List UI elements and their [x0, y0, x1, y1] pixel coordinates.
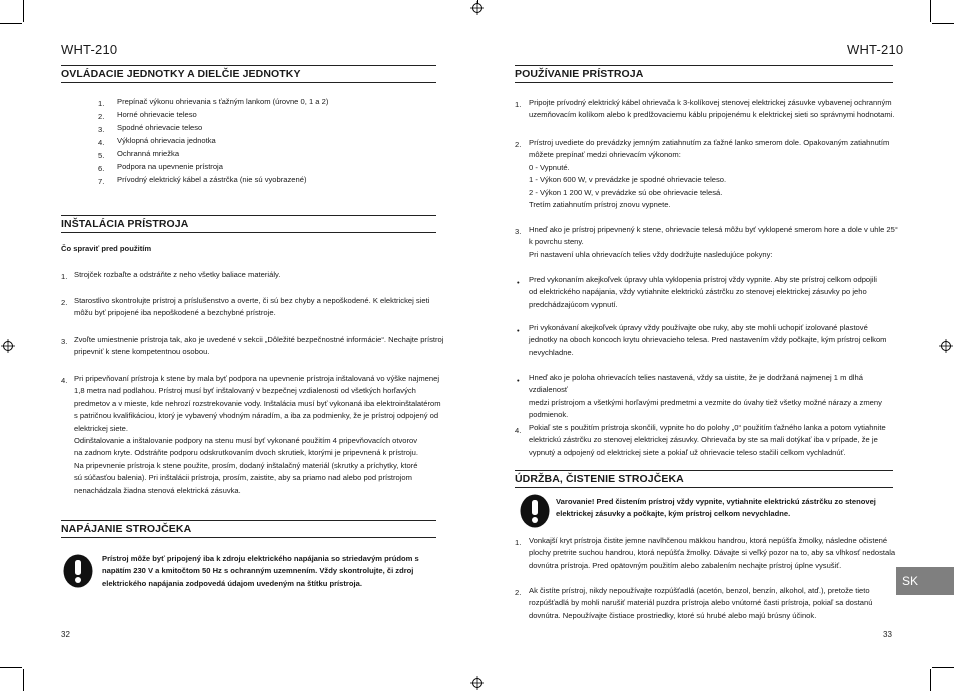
text-line: Pri nastavení uhla ohrievacích telies vždy dodržujte nasledujúce pokyny:	[529, 249, 773, 259]
text-line: Varovanie! Pred čistením prístroj vždy vypnite, vytiahnite elektrickú zástrčku zo stenovej	[556, 497, 876, 506]
section-title-controls: OVLÁDACIE JEDNOTKY A DIELČIE JEDNOTKY	[61, 65, 436, 83]
list-item	[74, 269, 444, 281]
list-item	[529, 535, 903, 572]
section-title-maintenance: ÚDRŽBA, ČISTENIE STROJČEKA	[515, 470, 893, 488]
list-item	[529, 97, 901, 122]
text-line: Pri pripevňovaní prístroja k stene by mala byť podpora na upevnenie prístroja inštalovaná vo výške najmenej	[74, 374, 440, 383]
text-line: predchádzajúcom vypnutí.	[529, 299, 618, 309]
list-number: 1.	[98, 99, 105, 108]
install-subtitle: Čo spraviť pred použitím	[61, 244, 152, 253]
text-line: Pred vykonaním akejkoľvek úpravy uhla vyklopenia prístroj vždy vypnite. Aby ste prístroj celkom odpojili	[529, 275, 877, 284]
text-line: môžete prepínať medzi ohrievacím výkonom:	[529, 150, 681, 160]
text-line: predmetov a v mieste, kde nehrozí rozstrekovanie vody. Inštalácia musí byť vykonaná iba elektroinštalatérom	[74, 398, 441, 408]
page-number: 33	[883, 630, 892, 639]
text-line: Prístroj uvediete do prevádzky jemným zatiahnutím za ťažné lanko smerom dole. Opakovaným zatiahnutím	[529, 138, 890, 147]
list-number: 2.	[515, 140, 522, 149]
text-line: Hneď ako je prístroj pripevnený k stene, ohrievacie telesá môžu byť vyklopené smerom hore a dole v uhle 25°	[529, 225, 898, 234]
right-page	[477, 0, 954, 691]
list-item	[529, 224, 901, 261]
text-line: Odinštalovanie a inštalovanie podpory na stenu musí byť vykonané použitím 4 pripevňovacích otvorov	[74, 436, 418, 446]
text-line: uzemňovacím kolíkom alebo k predlžovaciemu káblu pripojenému k elektrickej sieti so správnymi hodnotami.	[529, 110, 895, 120]
text-line: nenachádzala žiadna stenová elektrická zásuvka.	[74, 485, 241, 495]
section-title-usage: POUŽÍVANIE PRÍSTROJA	[515, 65, 893, 83]
list-item: Výklopná ohrievacia jednotka	[117, 136, 216, 145]
maintenance-warning	[556, 496, 901, 521]
list-item: Spodné ohrievacie teleso	[117, 123, 203, 132]
text-line: elektrickej zásuvky a počkajte, kým prístroj celkom nevychladne.	[556, 509, 791, 519]
list-number: 6.	[98, 164, 105, 173]
list-item: Prívodný elektrický kábel a zástrčka (nie sú vyobrazené)	[117, 175, 307, 184]
list-number: 4.	[61, 376, 68, 385]
list-item: Prepínač výkonu ohrievania s ťažným lankom (úrovne 0, 1 a 2)	[117, 97, 329, 106]
text-line: na zadnom kryte. Odstráňte podporu odskrutkovaním dvoch skrutiek, ktorými je pripevnená k prístroju.	[74, 448, 418, 458]
text-line: 0 - Vypnuté.	[529, 162, 570, 172]
list-number: 3.	[98, 125, 105, 134]
text-line: dovnútra. Nepoužívajte čistiace prostriedky, ktoré sú hrubé alebo majú brúsny účinok.	[529, 610, 817, 620]
list-number: 1.	[515, 100, 522, 109]
text-line: pripevniť k stene kompetentnou osobou.	[74, 347, 210, 357]
text-line: Pri vykonávaní akejkoľvek úpravy vždy používajte obe ruky, aby ste mohli uchopiť izolované plastové	[529, 323, 868, 332]
list-number: 7.	[98, 177, 105, 186]
list-item: Ochranná mriežka	[117, 149, 180, 158]
warning-icon	[520, 494, 550, 528]
list-bullet: •	[517, 278, 520, 287]
list-item	[529, 422, 901, 459]
model-name: WHT-210	[847, 42, 904, 57]
text-line: Hneď ako je poloha ohrievacích telies nastavená, vždy sa uistite, že je dodržaná najmenej 1 m dlhá vzdialenosť	[529, 373, 863, 395]
text-line: môžu byť pripojené iba nepoškodené a bezchybné prístroje.	[74, 308, 276, 318]
list-item	[529, 322, 901, 359]
text-line: medzi prístrojom a všetkými horľavými predmetmi a vezmite do úvahy tiež všetky možné nárazy a zmeny	[529, 397, 882, 407]
text-line: od elektrického napájania, vždy vytiahnite elektrickú zástrčku zo stenovej elektrickej zásuvky po jeho	[529, 287, 867, 297]
text-line: Vonkajší kryt prístroja čistite jemne navlhčenou mäkkou handrou, ktorá nepúšťa žmolky, následne očistené	[529, 536, 888, 545]
list-number: 2.	[98, 112, 105, 121]
list-bullet: •	[517, 326, 520, 335]
text-line: Zvoľte umiestnenie prístroja tak, ako je uvedené v sekcii „Dôležité bezpečnostné informácie“. Nechajte prístroj	[74, 335, 444, 344]
model-name: WHT-210	[61, 42, 118, 57]
text-line: s patričnou kvalifikáciou, ktorý je vybavený vhodným náradím, a iba za podmienky, že je prístroj odpojený od	[74, 411, 439, 421]
list-number: 1.	[515, 538, 522, 547]
text-line: elektrickej siete.	[74, 423, 129, 433]
text-line: k povrchu steny.	[529, 237, 584, 247]
text-line: 1 - Výkon 600 W, v prevádzke je spodné ohrievacie teleso.	[529, 175, 727, 185]
text-line: Pripojte prívodný elektrický kábel ohrievača k 3-kolíkovej stenovej elektrickej zásuvke vybavenej ochranným	[529, 98, 892, 107]
list-bullet: •	[517, 376, 520, 385]
text-line: Na pripevnenie prístroja k stene použite, prosím, dodaný inštalačný materiál (skrutky a príchytky, ktoré	[74, 460, 418, 470]
list-item	[529, 585, 901, 622]
text-line: elektrického napájania zodpovedá údajom uvedeným na štítku prístroja.	[102, 578, 362, 588]
text-line: vypnutý a odpojený od elektrickej siete a pokiaľ už ohrievacie teleso stačili celkom vychladnúť.	[529, 447, 846, 457]
text-line: sú súčasťou balenia). Pri inštalácii prístroja, prosím, zaistite, aby sa priamo nad alebo pod prístrojom	[74, 473, 412, 483]
text-line: rozpúšťadlá by mohli narušiť materiál puzdra prístroja alebo vnútorné časti prístroja, pokiaľ sa dostanú	[529, 598, 873, 608]
list-item: Horné ohrievacie teleso	[117, 110, 197, 119]
text-line: Tretím zatiahnutím prístroj znovu vypnete.	[529, 200, 671, 210]
text-line: dovnútra prístroja. Pred opätovným použitím alebo zabalením nechajte prístroj úplne vysušiť.	[529, 560, 842, 570]
text-line: jednotky na oboch koncoch krytu ohrievacieho telesa. Pred nastavením vždy počkajte, kým prístroj celkom	[529, 335, 887, 345]
text-line: Prístroj môže byť pripojený iba k zdroju elektrického napájania so striedavým prúdom s	[102, 554, 419, 563]
text-line: Pokiaľ ste s použitím prístroja skončili, vypnite ho do polohy „0“ použitím ťažného lanka a potom vytiahnite	[529, 423, 886, 432]
list-number: 4.	[515, 426, 522, 435]
power-warning	[102, 553, 442, 590]
text-line: 2 - Výkon 1 200 W, v prevádzke sú obe ohrievacie telesá.	[529, 187, 723, 197]
warning-icon	[63, 554, 93, 588]
page-number: 32	[61, 630, 70, 639]
list-item	[529, 372, 903, 422]
list-number: 3.	[515, 227, 522, 236]
list-number: 5.	[98, 151, 105, 160]
list-item: Podpora na upevnenie prístroja	[117, 162, 223, 171]
text-line: podmienok.	[529, 410, 569, 420]
text-line: Starostlivo skontrolujte prístroj a príslušenstvo a overte, či sú bez chyby a nepoškodené. K elektrickej sieti	[74, 296, 430, 305]
language-tab: SK	[896, 567, 954, 595]
text-line: elektrickú zástrčku zo stenovej elektrickej zásuvky. Ohrievača by ste sa mali dotýkať iba v prípade, že je	[529, 435, 878, 445]
text-line: napätím 230 V a kmitočtom 50 Hz s ochranným uzemnením. Vždy skontrolujte, či zdroj	[102, 566, 414, 576]
text-line: Ak čistíte prístroj, nikdy nepoužívajte rozpúšťadlá (acetón, benzol, benzín, alkohol, atď.), pretože tieto	[529, 586, 870, 595]
text-line: Strojček rozbaľte a odstráňte z neho všetky baliace materiály.	[74, 270, 281, 279]
text-line: nevychladne.	[529, 347, 574, 357]
list-number: 2.	[515, 588, 522, 597]
list-item	[74, 334, 444, 359]
list-item	[529, 274, 901, 311]
list-item	[74, 295, 444, 320]
list-item	[529, 137, 901, 211]
list-number: 4.	[98, 138, 105, 147]
list-number: 2.	[61, 298, 68, 307]
section-title-power: NAPÁJANIE STROJČEKA	[61, 520, 436, 538]
section-title-install: INŠTALÁCIA PRÍSTROJA	[61, 215, 436, 233]
list-number: 3.	[61, 337, 68, 346]
list-item	[74, 373, 446, 497]
list-number: 1.	[61, 272, 68, 281]
text-line: plochy pretrite suchou handrou, ktorá nepúšťa žmolky. Dávajte si veľký pozor na to, aby sa vlhkosť nedostala	[529, 548, 896, 558]
text-line: 1,8 metra nad podlahou. Prístroj musí byť inštalovaný v bezpečnej vzdialenosti od všetkých horľavých	[74, 386, 416, 396]
